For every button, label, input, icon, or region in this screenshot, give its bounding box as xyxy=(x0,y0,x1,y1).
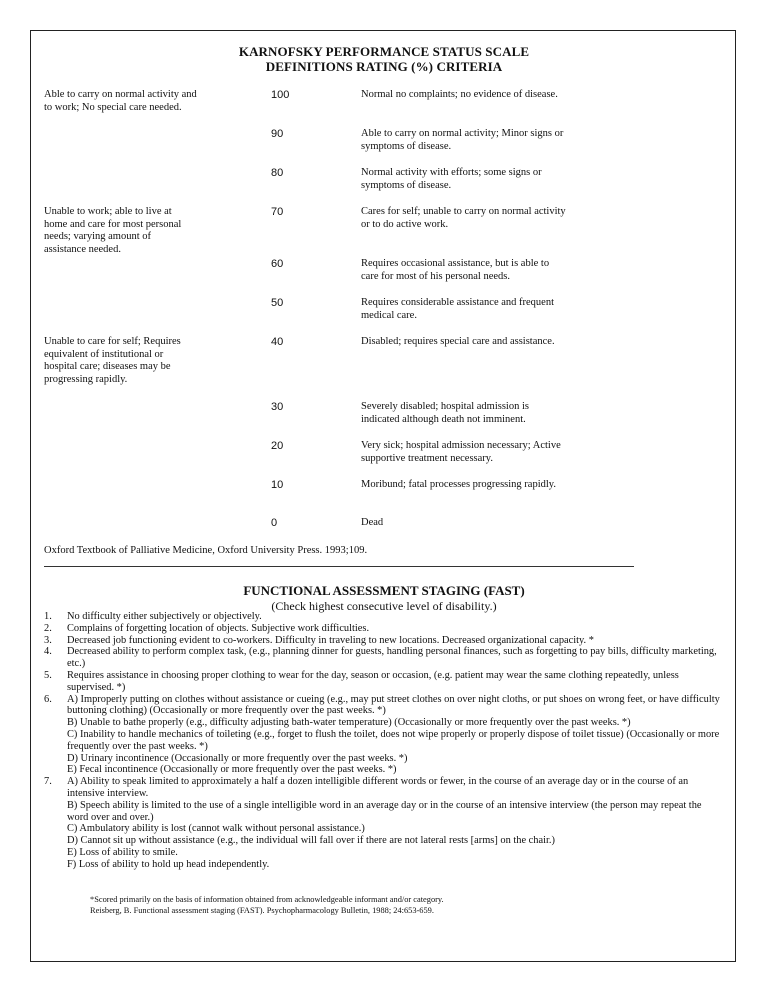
kps-rating: 90 xyxy=(271,128,284,140)
fast-item-number: 5. xyxy=(44,669,52,681)
kps-criteria: Disabled; requires special care and assistance. xyxy=(361,336,555,347)
fast-item-text: C) Ambulatory ability is lost (cannot walk without personal assistance.) xyxy=(67,823,365,835)
kps-group-label: Unable to care for self; Requires equivalent of institutional or hospital care; diseases may be progressing rapidly. xyxy=(44,336,181,385)
kps-criteria: Moribund; fatal processes progressing rapidly. xyxy=(361,479,556,490)
fast-notes xyxy=(90,895,444,916)
fast-footnote: *Scored primarily on the basis of information obtained from acknowledgeable informant and/or category. xyxy=(90,895,444,904)
fast-item xyxy=(44,611,724,623)
kps-rating: 50 xyxy=(271,297,284,309)
fast-item-text: Decreased job functioning evident to co-workers. Difficulty in traveling to new locations. Decreased organizational capacity. * xyxy=(67,634,594,646)
kps-rating: 30 xyxy=(271,401,284,413)
kps-rating: 10 xyxy=(271,479,284,491)
kps-criteria: Requires considerable assistance and frequent medical care. xyxy=(361,297,555,321)
fast-item-number: 4. xyxy=(44,646,52,658)
fast-item-number: 2. xyxy=(44,622,52,634)
fast-item-text: Requires assistance in choosing proper clothing to wear for the day, season or occasion, (e.g. patient may wear the same clothing repeatedly, unless supervised. *) xyxy=(67,669,679,693)
fast-item-text: B) Unable to bathe properly (e.g., difficulty adjusting bath-water temperature) (Occasionally or more frequently over the past weeks. *) xyxy=(67,717,631,729)
fast-item-text: Complains of forgetting location of objects. Subjective work difficulties. xyxy=(67,622,370,634)
kps-rating: 20 xyxy=(271,440,284,452)
fast-item xyxy=(44,623,724,635)
fast-item-text: A) Ability to speak limited to approximately a half a dozen intelligible different words or fewer, in the course of an average day or in the course of an intensive interview. xyxy=(67,776,689,799)
section-divider xyxy=(44,566,634,567)
kps-rating: 0 xyxy=(271,517,278,529)
fast-title: FUNCTIONAL ASSESSMENT STAGING (FAST) xyxy=(243,583,525,598)
fast-item-text: A) Improperly putting on clothes without assistance or cueing (e.g., may put street clothes on over night cloths, or put shoes on wrong feet, or have difficulty buttoning clothing) (Occasionally or more frequently over the past weeks. *) xyxy=(67,693,720,717)
fast-item-text: E) Loss of ability to smile. xyxy=(67,846,178,858)
fast-item xyxy=(44,776,724,870)
kps-criteria: Dead xyxy=(361,517,384,528)
fast-item-number: 7. xyxy=(44,776,52,788)
kps-rating: 100 xyxy=(271,89,290,101)
kps-criteria: Severely disabled; hospital admission is indicated although death not imminent. xyxy=(361,401,529,425)
fast-reference: Reisberg, B. Functional assessment staging (FAST). Psychopharmacology Bulletin, 1988; 24:653-659. xyxy=(90,905,434,915)
kps-criteria: Normal activity with efforts; some signs or symptoms of disease. xyxy=(361,167,542,191)
kps-rating: 70 xyxy=(271,206,284,218)
fast-item-number: 6. xyxy=(44,693,52,705)
kps-citation: Oxford Textbook of Palliative Medicine, Oxford University Press. 1993;109. xyxy=(44,545,368,556)
kps-title: KARNOFSKY PERFORMANCE STATUS SCALE xyxy=(238,44,530,59)
fast-item xyxy=(44,694,724,777)
fast-item-number: 3. xyxy=(44,634,52,646)
fast-item-text: E) Fecal incontinence (Occasionally or more frequently over the past weeks. *) xyxy=(67,764,397,776)
fast-subtitle: (Check highest consecutive level of disability.) xyxy=(271,599,497,613)
fast-item-text: C) Inability to handle mechanics of toileting (e.g., forget to flush the toilet, does not wipe properly or properly dispose of toilet tissue) (Occasionally or more frequently over the past weeks. *) xyxy=(67,728,720,752)
kps-group-label: Unable to work; able to live at home and care for most personal needs; varying amount of assistance needed. xyxy=(44,206,182,255)
kps-criteria: Cares for self; unable to carry on normal activity or to do active work. xyxy=(361,206,566,230)
kps-group-label: Able to carry on normal activity and to work; No special care needed. xyxy=(44,89,197,113)
kps-criteria: Normal no complaints; no evidence of disease. xyxy=(361,89,558,100)
fast-item-number: 1. xyxy=(44,611,52,622)
fast-item-text: No difficulty either subjectively or objectively. xyxy=(67,611,262,622)
kps-rating: 60 xyxy=(271,258,284,270)
kps-rating: 40 xyxy=(271,336,284,348)
fast-item xyxy=(44,646,724,670)
kps-rating: 80 xyxy=(271,167,284,179)
fast-item xyxy=(44,670,724,694)
fast-item-text: B) Speech ability is limited to the use of a single intelligible word in an average day or in the course of an intensive interview (the person may repeat the word over and over.) xyxy=(67,799,702,823)
kps-criteria: Able to carry on normal activity; Minor signs or symptoms of disease. xyxy=(361,128,564,152)
fast-list xyxy=(44,611,724,871)
fast-item-text: D) Cannot sit up without assistance (e.g., the individual will fall over if there are not lateral rests [arms] on the chair.) xyxy=(67,835,555,847)
kps-criteria: Requires occasional assistance, but is able to care for most of his personal needs. xyxy=(361,258,550,282)
kps-criteria: Very sick; hospital admission necessary; Active supportive treatment necessary. xyxy=(361,440,561,464)
fast-item-text: F) Loss of ability to hold up head independently. xyxy=(67,858,270,870)
fast-item xyxy=(44,635,724,647)
kps-header-row: DEFINITIONS RATING (%) CRITERIA xyxy=(265,59,503,74)
fast-item-text: Decreased ability to perform complex task, (e.g., planning dinner for guests, handling personal finances, such as forgetting to pay bills, difficulty marketing, etc.) xyxy=(67,646,717,670)
fast-item-text: D) Urinary incontinence (Occasionally or more frequently over the past weeks. *) xyxy=(67,752,408,764)
